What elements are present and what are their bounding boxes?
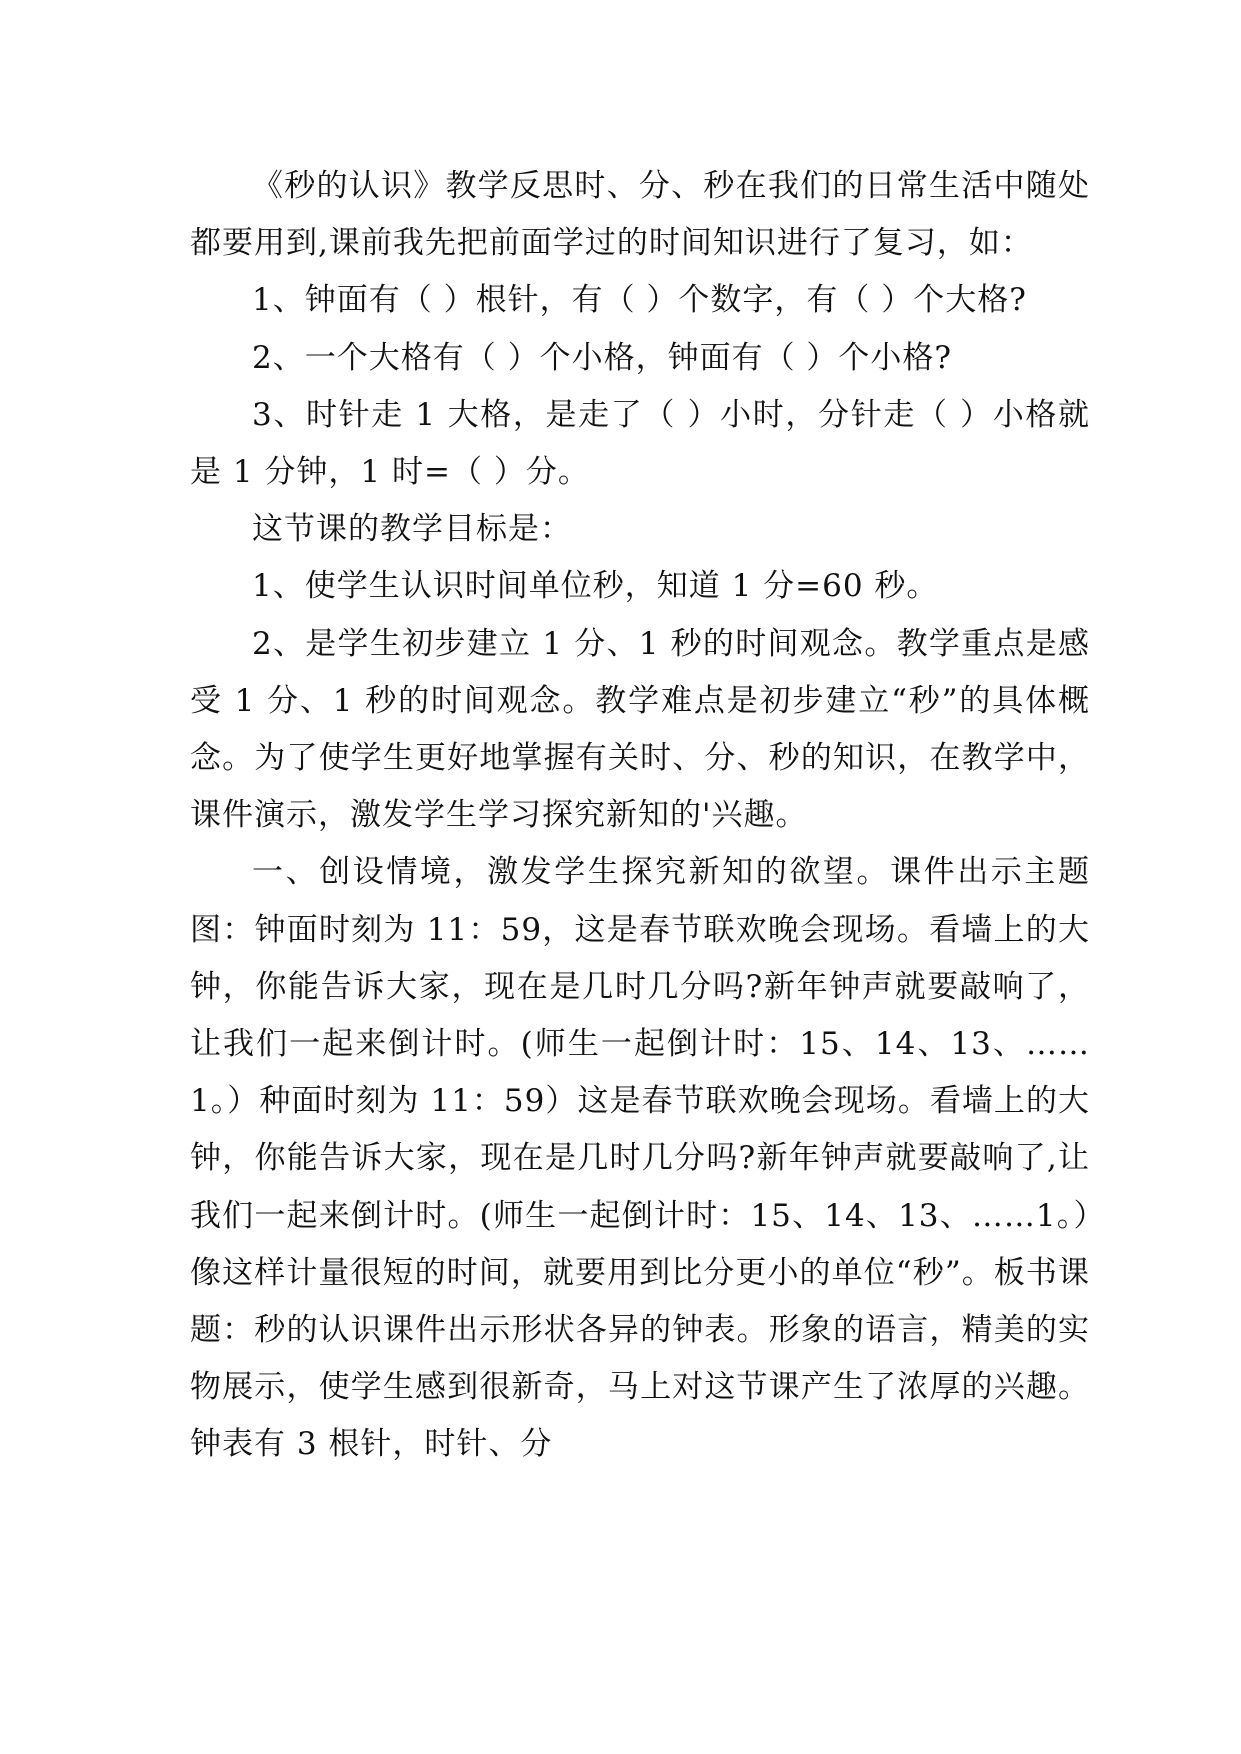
goals-heading: 这节课的教学目标是： xyxy=(252,511,572,548)
intro-paragraph: 《秒的认识》教学反思时、分、秒在我们的日常生活中随处都要用到,课前我先把前面学过的时间知识进行了复习，如： xyxy=(190,168,1090,262)
review-question-2: 2、一个大格有（ ）个小格，钟面有（ ）个小格? xyxy=(252,339,953,376)
review-question-3: 3、时针走 1 大格，是走了（ ）小时，分针走（ ）小格就是 1 分钟，1 时=（ ）分。 xyxy=(190,396,1090,491)
goal-2: 2、是学生初步建立 1 分、1 秒的时间观念。教学重点是感受 1 分、1 秒的时间观念。教学难点是初步建立“秒”的具体概念。为了使学生更好地掌握有关时、分、秒的知识，在教学中，课件演示，激发学生学习探究新知的'兴趣。 xyxy=(190,625,1090,834)
review-question-1: 1、钟面有（ ）根针，有（ ）个数字，有（ ）个大格? xyxy=(252,282,1027,319)
goal-1: 1、使学生认识时间单位秒，知道 1 分=60 秒。 xyxy=(252,568,939,605)
document-body xyxy=(190,158,1090,1474)
section-1-paragraph: 一、创设情境，激发学生探究新知的欲望。课件出示主题图：钟面时刻为 11：59，这是春节联欢晚会现场。看墙上的大钟，你能告诉大家，现在是几时几分吗?新年钟声就要敲响了，让我们一起来倒计时。(师生一起倒计时：15、14、13、……1。）种面时刻为 11：59）这是春节联欢晚会现场。看墙上的大钟，你能告诉大家，现在是几时几分吗?新年钟声就要敲响了,让我们一起来倒计时。(师生一起倒计时：15、14、13、……1。）像这样计量很短的时间，就要用到比分更小的单位“秒”。板书课题：秒的认识课件出示形状各异的钟表。形象的语言，精美的实物展示，使学生感到很新奇，马上对这节课产生了浓厚的兴趣。钟表有 3 根针，时针、分 xyxy=(190,854,1090,1463)
